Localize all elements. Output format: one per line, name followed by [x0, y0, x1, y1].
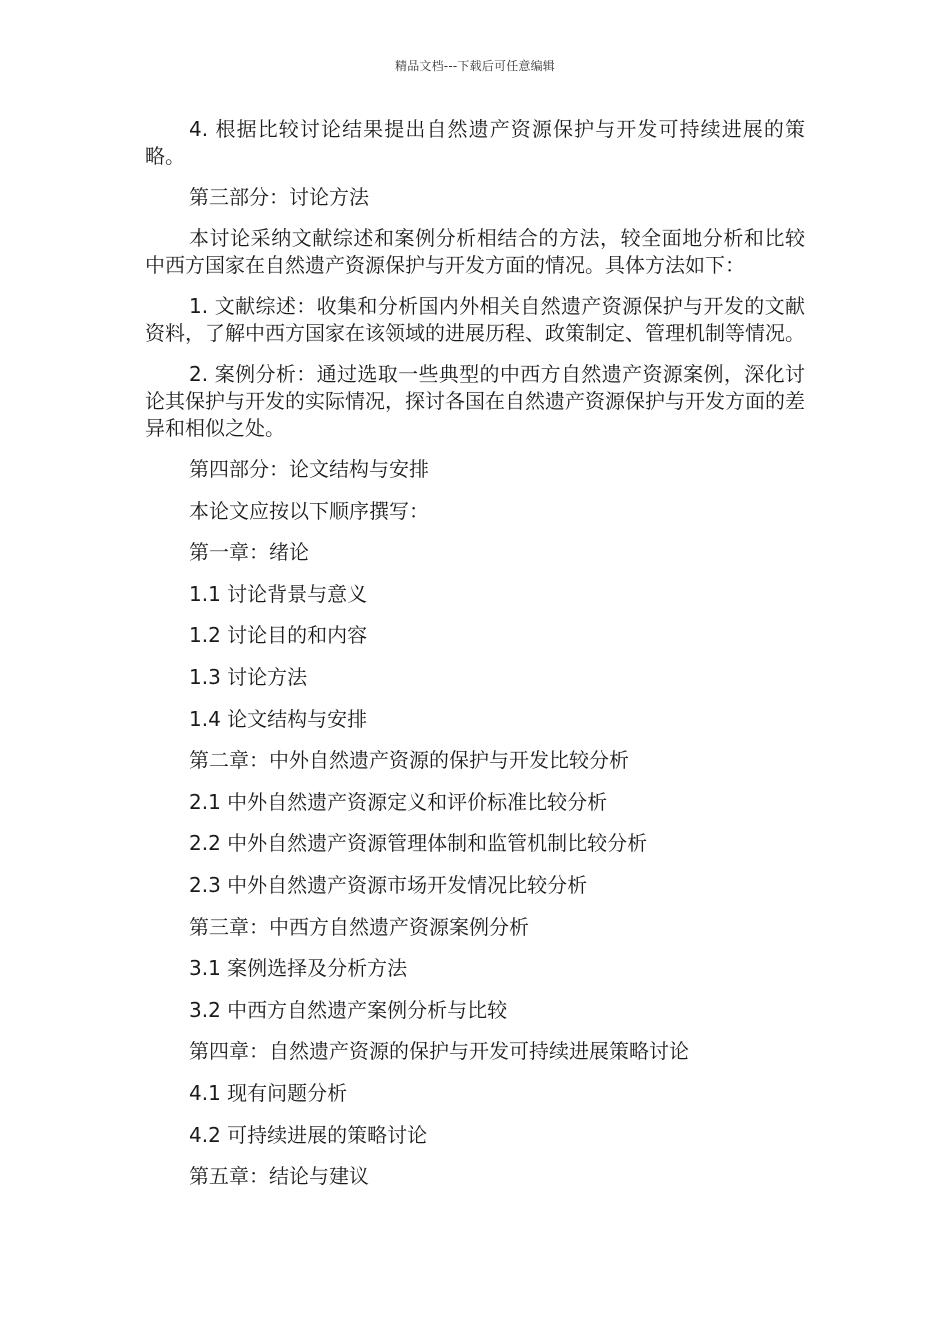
paragraph-strategy: 4. 根据比较讨论结果提出自然遗产资源保护与开发可持续进展的策略。: [145, 117, 805, 168]
outline-item: 2.3 中外自然遗产资源市场开发情况比较分析: [189, 872, 588, 897]
outline-item: 1.4 论文结构与安排: [189, 706, 368, 731]
outline-item: 2.1 中外自然遗产资源定义和评价标准比较分析: [189, 789, 608, 814]
document-body: [145, 116, 805, 1205]
outline-item: 4.1 现有问题分析: [189, 1080, 348, 1105]
outline-chapter-1: 第一章：绪论: [189, 540, 309, 565]
outline-chapter-2: 第二章：中外自然遗产资源的保护与开发比较分析: [189, 748, 629, 773]
paragraph-case-analysis: 2. 案例分析：通过选取一些典型的中西方自然遗产资源案例，深化讨论其保护与开发的实际情况，探讨各国在自然遗产资源保护与开发方面的差异和相似之处。: [145, 362, 805, 440]
section-heading-structure: 第四部分：论文结构与安排: [189, 457, 429, 481]
outline-item: 1.1 讨论背景与意义: [189, 581, 368, 606]
paragraph-literature-review: 1. 文献综述：收集和分析国内外相关自然遗产资源保护与开发的文献资料，了解中西方国家在该领域的进展历程、政策制定、管理机制等情况。: [145, 294, 805, 345]
outline-item: 3.2 中西方自然遗产案例分析与比较: [189, 997, 508, 1022]
outline-item: 4.2 可持续进展的策略讨论: [189, 1122, 428, 1147]
outline-item: 2.2 中外自然遗产资源管理体制和监管机制比较分析: [189, 831, 648, 856]
page-header: 精品文档---下载后可任意编辑: [395, 59, 555, 73]
outline-chapter-5: 第五章：结论与建议: [189, 1164, 369, 1189]
outline-item: 3.1 案例选择及分析方法: [189, 956, 408, 981]
section-heading-methods: 第三部分：讨论方法: [189, 185, 369, 209]
outline-chapter-4: 第四章：自然遗产资源的保护与开发可持续进展策略讨论: [189, 1039, 689, 1064]
paragraph-methods-intro: 本讨论采纳文献综述和案例分析相结合的方法，较全面地分析和比较中西方国家在自然遗产资源保护与开发方面的情况。具体方法如下：: [145, 226, 805, 277]
outline-chapter-3: 第三章：中西方自然遗产资源案例分析: [189, 914, 529, 939]
outline-item: 1.2 讨论目的和内容: [189, 623, 368, 648]
outline-item: 1.3 讨论方法: [189, 664, 308, 689]
outline-intro: 本论文应按以下顺序撰写：: [189, 498, 429, 523]
